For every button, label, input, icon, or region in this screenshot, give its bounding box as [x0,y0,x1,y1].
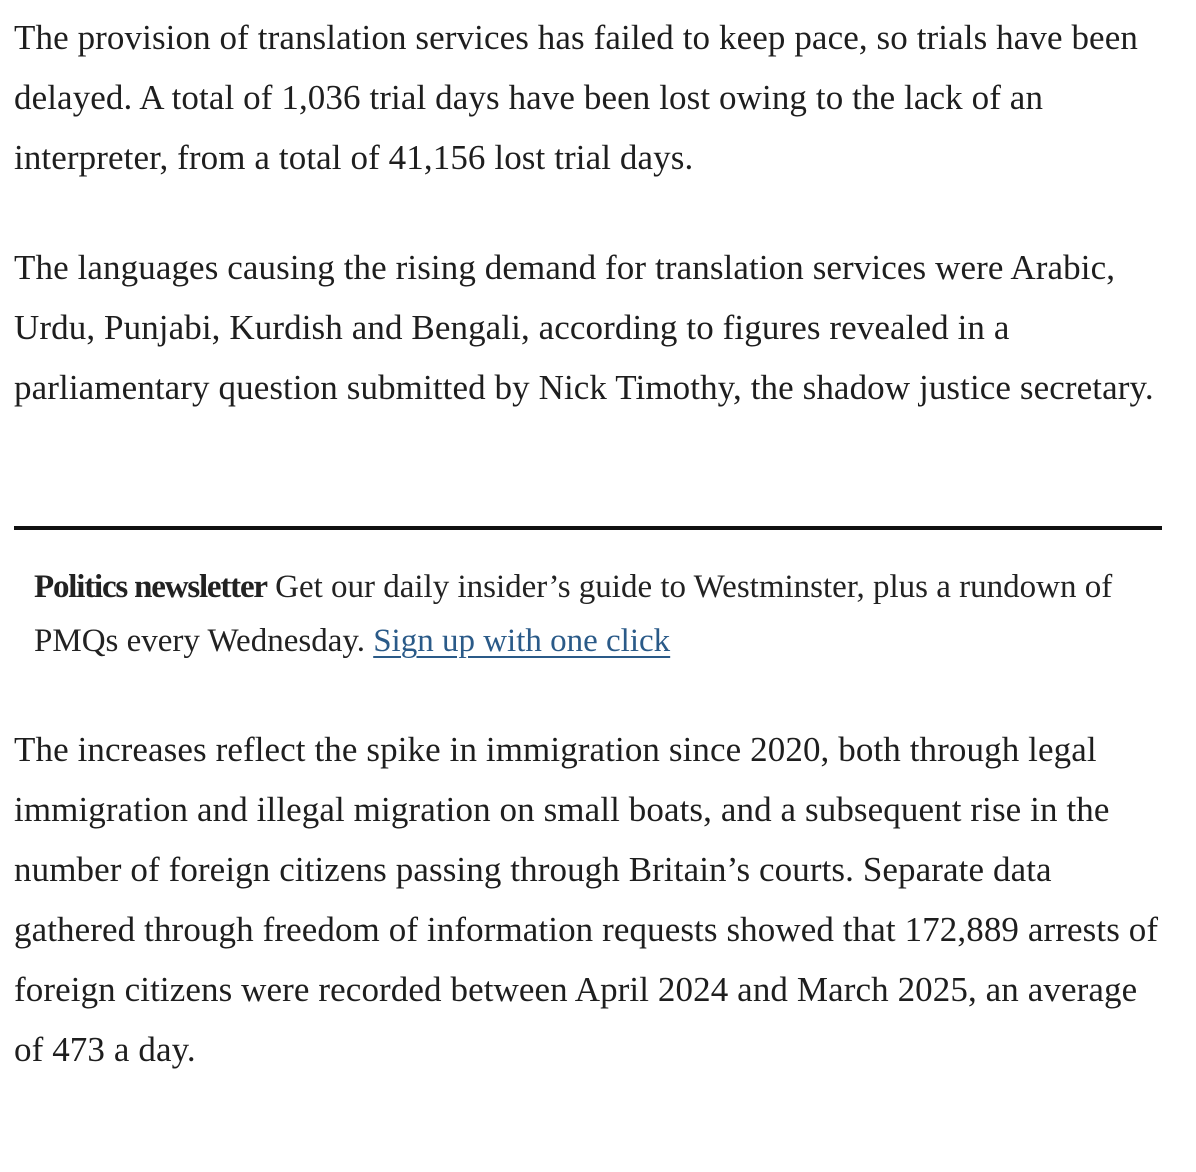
newsletter-signup-link[interactable]: Sign up with one click [373,623,671,659]
newsletter-promo [34,560,1144,668]
article-paragraph-2: The languages causing the rising demand for translation services were Arabic, Urdu, Punjabi, Kurdish and Bengali, according to figures revealed in a parliamentary question submitted by Nick Timothy, the shadow justice secretary. [14,248,1154,407]
newsletter-label: Politics newsletter [34,569,267,605]
newsletter-description: Get our daily insider’s guide to Westminster, plus a rundown of PMQs every Wednesday. [34,569,1113,659]
article-paragraph-1: The provision of translation services has failed to keep pace, so trials have been delayed. A total of 1,036 trial days have been lost owing to the lack of an interpreter, from a total of 41,156 lost trial days. [14,18,1138,177]
article-paragraph-3: The increases reflect the spike in immigration since 2020, both through legal immigration and illegal migration on small boats, and a subsequent rise in the number of foreign citizens passing through Britain’s courts. Separate data gathered through freedom of information requests showed that 172,889 arrests of foreign citizens were recorded between April 2024 and March 2025, an average of 473 a day. [14,730,1159,1069]
section-divider [14,526,1162,530]
